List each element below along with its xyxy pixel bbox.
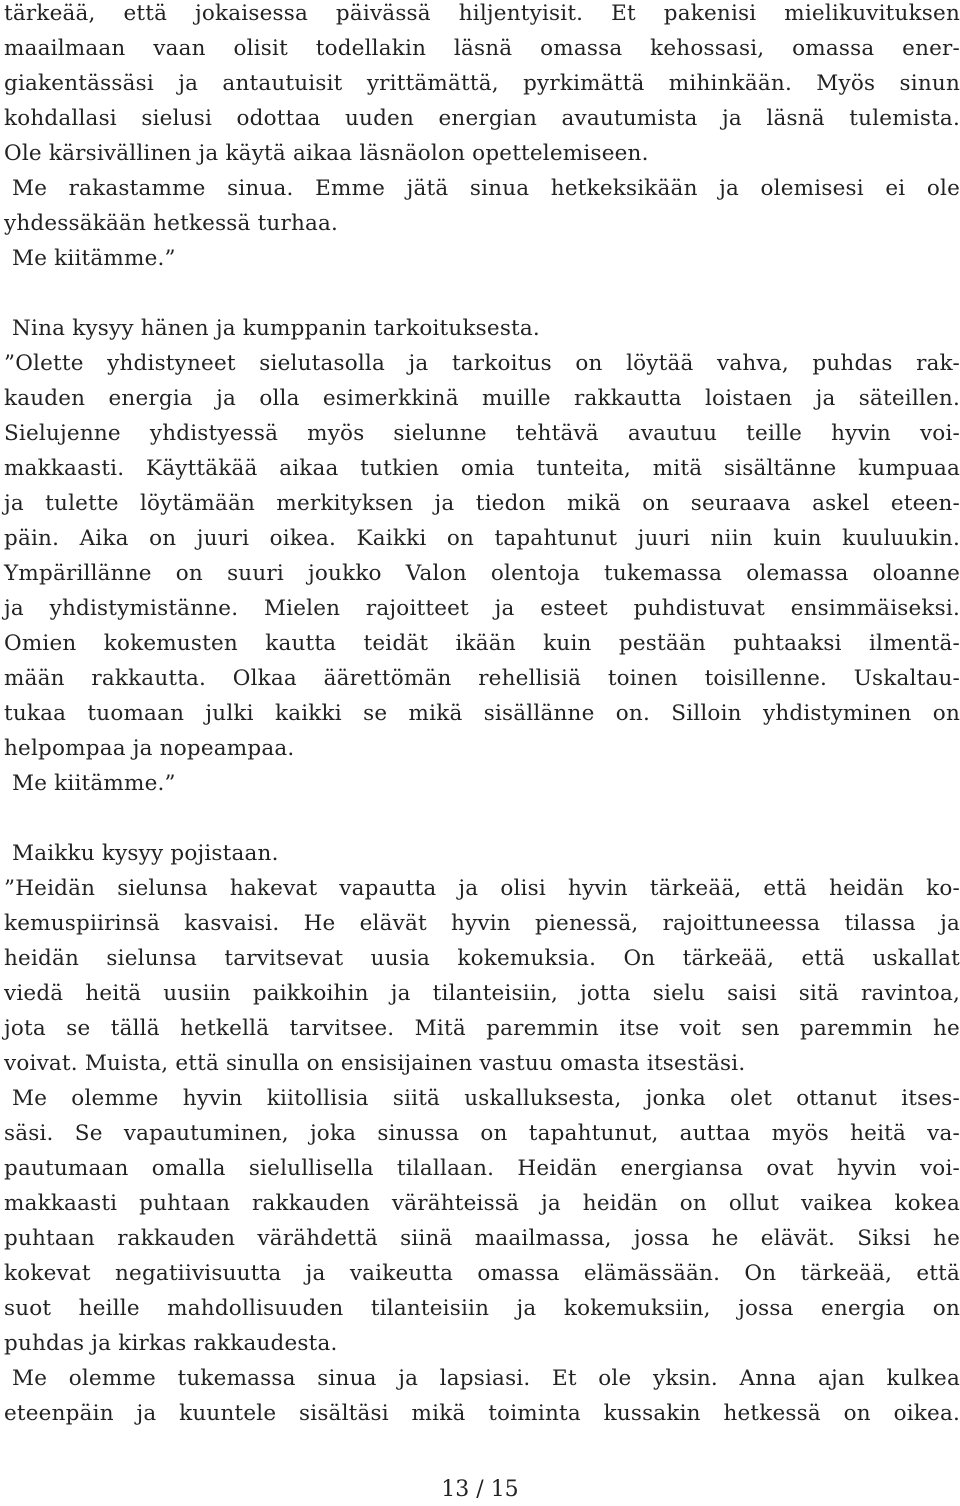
body-line: puhdas ja kirkas rakkaudesta. <box>4 1331 338 1356</box>
body-line: Me olemme hyvin kiitollisia siitä uskalluksesta, jonka olet ottanut itses- <box>12 1086 960 1111</box>
body-line: helpompaa ja nopeampaa. <box>4 736 295 761</box>
body-line: Ympärillänne on suuri joukko Valon olentoja tukemassa olemassa oloanne <box>4 561 960 586</box>
body-line: Me olemme tukemassa sinua ja lapsiasi. Et ole yksin. Anna ajan kulkea <box>12 1366 960 1391</box>
question-line: Maikku kysyy pojistaan. <box>12 841 279 866</box>
body-line: kohdallasi sielusi odottaa uuden energian avautumista ja läsnä tulemista. <box>4 106 960 131</box>
body-line: päin. Aika on juuri oikea. Kaikki on tapahtunut juuri niin kuin kuuluukin. <box>4 526 960 551</box>
body-line: ja tulette löytämään merkityksen ja tiedon mikä on seuraava askel eteen- <box>4 491 960 516</box>
body-line: Me kiitämme.” <box>12 246 176 271</box>
body-line: viedä heitä uusiin paikkoihin ja tilanteisiin, jotta sielu saisi sitä ravintoa, <box>4 981 960 1006</box>
body-line: kemuspiirinsä kasvaisi. He elävät hyvin pienessä, rajoittuneessa tilassa ja <box>4 911 960 936</box>
body-line: Sielujenne yhdistyessä myös sielunne tehtävä avautuu teille hyvin voi- <box>4 421 960 446</box>
page-number: 13 / 15 <box>441 1477 519 1502</box>
body-line: makkaasti. Käyttäkää aikaa tutkien omia tunteita, mitä sisältänne kumpuaa <box>4 456 960 481</box>
body-line: ”Olette yhdistyneet sielutasolla ja tarkoitus on löytää vahva, puhdas rak- <box>4 351 960 376</box>
body-line: säsi. Se vapautuminen, joka sinussa on tapahtunut, auttaa myös heitä va- <box>4 1121 960 1146</box>
question-line: Nina kysyy hänen ja kumppanin tarkoituksesta. <box>12 316 540 341</box>
paragraph-gap <box>4 276 960 311</box>
body-line: puhtaan rakkauden värähdettä siinä maailmassa, jossa he elävät. Siksi he <box>4 1226 960 1251</box>
body-line: Me kiitämme.” <box>12 771 176 796</box>
body-line: jota se tällä hetkellä tarvitsee. Mitä paremmin itse voit sen paremmin he <box>4 1016 960 1041</box>
body-line: ja yhdistymistänne. Mielen rajoitteet ja esteet puhdistuvat ensimmäiseksi. <box>4 596 960 621</box>
body-line: eteenpäin ja kuuntele sisältäsi mikä toiminta kussakin hetkessä on oikea. <box>4 1401 960 1426</box>
body-line: tukaa tuomaan julki kaikki se mikä sisällänne on. Silloin yhdistyminen on <box>4 701 960 726</box>
document-page <box>4 0 960 1431</box>
body-line: Ole kärsivällinen ja käytä aikaa läsnäolon opettelemiseen. <box>4 141 649 166</box>
body-line: kokevat negatiivisuutta ja vaikeutta omassa elämässään. On tärkeää, että <box>4 1261 960 1286</box>
body-line: giakentässäsi ja antautuisit yrittämättä, pyrkimättä mihinkään. Myös sinun <box>4 71 960 96</box>
body-line: yhdessäkään hetkessä turhaa. <box>4 211 339 236</box>
body-line: pautumaan omalla sielullisella tilallaan. Heidän energiansa ovat hyvin voi- <box>4 1156 960 1181</box>
body-line: makkaasti puhtaan rakkauden värähteissä ja heidän on ollut vaikea kokea <box>4 1191 960 1216</box>
body-line: kauden energia ja olla esimerkkinä muille rakkautta loistaen ja säteillen. <box>4 386 960 411</box>
body-line: mään rakkautta. Olkaa äärettömän rehellisiä toinen toisillenne. Uskaltau- <box>4 666 960 691</box>
paragraph-gap <box>4 801 960 836</box>
body-line: heidän sielunsa tarvitsevat uusia kokemuksia. On tärkeää, että uskallat <box>4 946 960 971</box>
body-line: maailmaan vaan olisit todellakin läsnä omassa kehossasi, omassa ener- <box>4 36 960 61</box>
body-line: Omien kokemusten kautta teidät ikään kuin pestään puhtaaksi ilmentä- <box>4 631 960 656</box>
body-line: suot heille mahdollisuuden tilanteisiin ja kokemuksiin, jossa energia on <box>4 1296 960 1321</box>
body-line: ”Heidän sielunsa hakevat vapautta ja olisi hyvin tärkeää, että heidän ko- <box>4 876 960 901</box>
body-line: Me rakastamme sinua. Emme jätä sinua hetkeksikään ja olemisesi ei ole <box>12 176 960 201</box>
body-line: tärkeää, että jokaisessa päivässä hiljentyisit. Et pakenisi mielikuvituksen <box>4 1 960 26</box>
body-line: voivat. Muista, että sinulla on ensisijainen vastuu omasta itsestäsi. <box>4 1051 746 1076</box>
